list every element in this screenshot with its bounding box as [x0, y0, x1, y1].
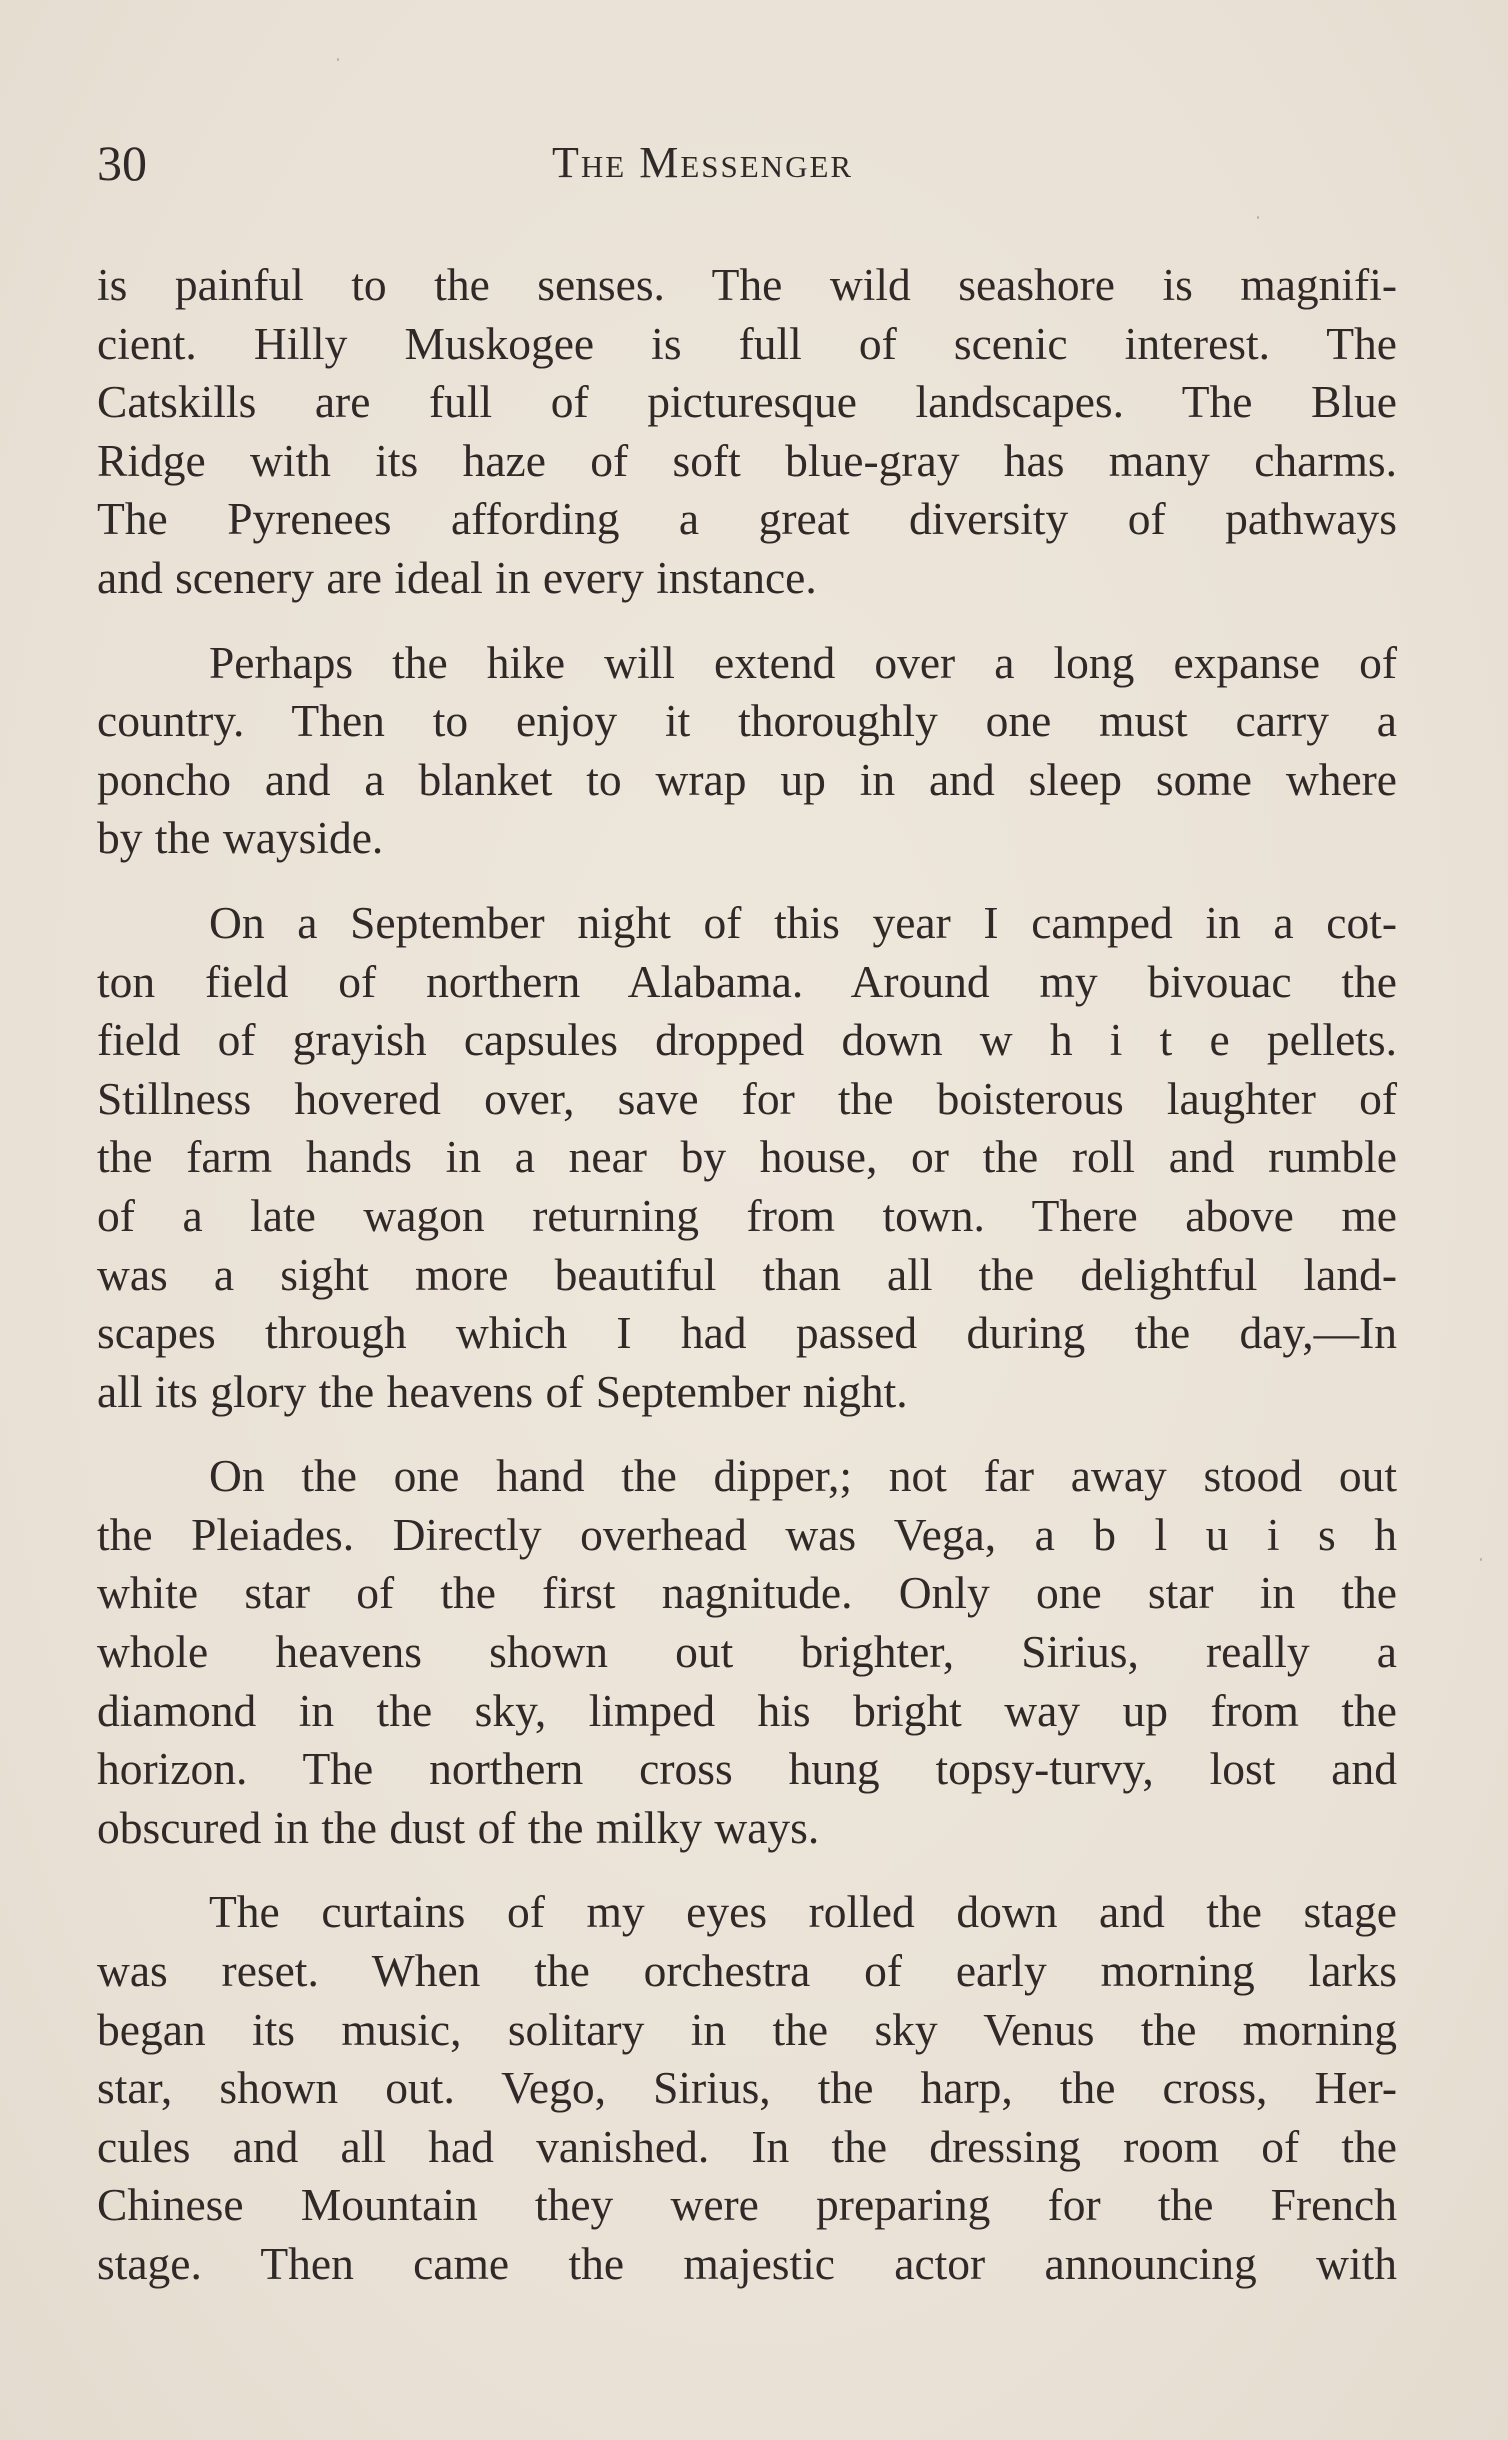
- text-line: was reset. When the orchestra of early morning larks: [97, 1945, 1397, 1997]
- text-line: Chinese Mountain they were preparing for the French: [97, 2179, 1397, 2231]
- text-line: by the wayside.: [97, 812, 384, 864]
- paper-speck: [1257, 216, 1259, 219]
- text-line: The curtains of my eyes rolled down and the stage: [209, 1886, 1397, 1938]
- paragraph-5: [97, 1883, 1397, 2293]
- paper-speck: [1480, 1558, 1482, 1561]
- text-line: horizon. The northern cross hung topsy-turvy, lost and: [97, 1743, 1397, 1795]
- text-line: cules and all had vanished. In the dressing room of the: [97, 2120, 1397, 2172]
- text-line: Catskills are full of picturesque landscapes. The Blue: [97, 376, 1397, 428]
- paragraph-2: [97, 634, 1397, 868]
- text-line: country. Then to enjoy it thoroughly one must carry a: [97, 695, 1397, 747]
- text-line: of a late wagon returning from town. There above me: [97, 1189, 1397, 1241]
- text-line: began its music, solitary in the sky Venus the morning: [97, 2003, 1397, 2055]
- paragraph-3: [97, 894, 1397, 1421]
- paper-speck: [337, 58, 339, 61]
- text-line: obscured in the dust of the milky ways.: [97, 1801, 820, 1853]
- page-header: [97, 128, 1397, 198]
- text-line: the farm hands in a near by house, or the roll and rumble: [97, 1131, 1397, 1183]
- text-line: Ridge with its haze of soft blue-gray has many charms.: [97, 434, 1397, 486]
- text-line: Stillness hovered over, save for the boisterous laughter of: [97, 1072, 1397, 1124]
- text-line: the Pleiades. Directly overhead was Vega, a b l u i s h: [97, 1508, 1397, 1560]
- text-line: stage. Then came the majestic actor announcing with: [97, 2238, 1397, 2289]
- text-line: ton field of northern Alabama. Around my bivouac the: [97, 955, 1397, 1007]
- text-line: and scenery are ideal in every instance.: [97, 551, 817, 603]
- text-line: star, shown out. Vego, Sirius, the harp, the cross, Her-: [97, 2062, 1397, 2114]
- text-line: was a sight more beautiful than all the delightful land-: [97, 1248, 1397, 1300]
- text-line: whole heavens shown out brighter, Sirius, really a: [97, 1626, 1397, 1678]
- page-number: 30: [97, 135, 147, 191]
- body-text: [97, 256, 1397, 2320]
- text-line: On a September night of this year I camped in a cot-: [209, 896, 1397, 948]
- paragraph-1: [97, 256, 1397, 608]
- text-line: all its glory the heavens of September night.: [97, 1365, 908, 1417]
- text-line: Perhaps the hike will extend over a long expanse of: [209, 636, 1397, 688]
- running-head: The Messenger: [552, 138, 854, 187]
- paragraph-4: [97, 1447, 1397, 1857]
- text-line: scapes through which I had passed during the day,—In: [97, 1307, 1397, 1359]
- text-line: is painful to the senses. The wild seashore is magnifi-: [97, 259, 1397, 310]
- text-line: On the one hand the dipper,; not far away stood out: [209, 1450, 1397, 1502]
- text-line: poncho and a blanket to wrap up in and sleep some where: [97, 753, 1397, 805]
- text-line: diamond in the sky, limped his bright way up from the: [97, 1684, 1397, 1736]
- text-line: The Pyrenees affording a great diversity of pathways: [97, 493, 1397, 545]
- text-line: field of grayish capsules dropped down w h i t e pellets.: [97, 1014, 1397, 1066]
- text-line: cient. Hilly Muskogee is full of scenic interest. The: [97, 317, 1397, 369]
- text-line: white star of the first nagnitude. Only one star in the: [97, 1567, 1397, 1619]
